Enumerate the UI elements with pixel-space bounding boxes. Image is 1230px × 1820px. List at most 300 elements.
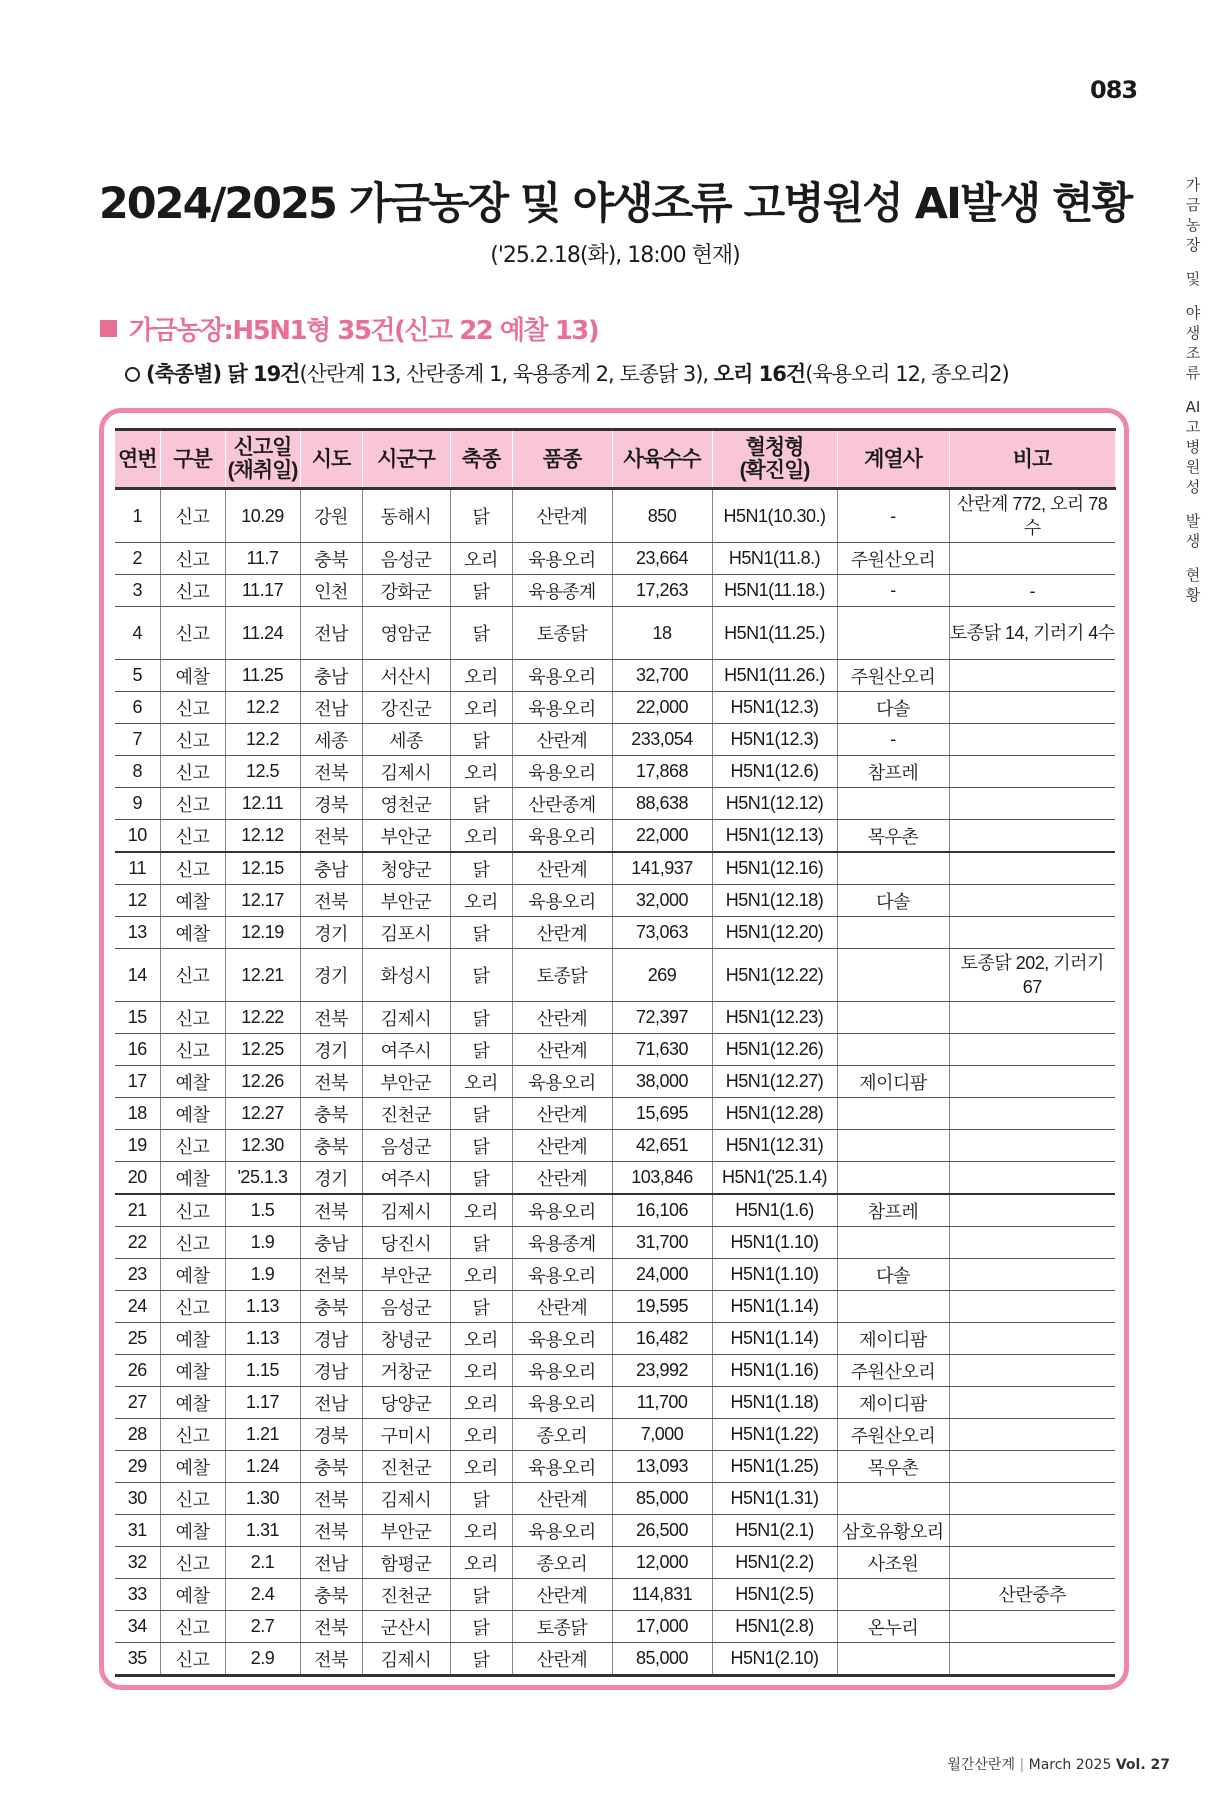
table-cell: 산란계 — [512, 1483, 612, 1515]
table-cell: H5N1('25.1.4) — [712, 1162, 837, 1195]
table-cell — [949, 1291, 1115, 1323]
table-cell: 경북 — [300, 788, 362, 820]
table-cell: 신고 — [160, 1291, 225, 1323]
table-cell — [837, 1130, 949, 1162]
table-cell: 12.21 — [225, 949, 300, 1002]
table-cell: 세종 — [300, 724, 362, 756]
table-cell: 2.7 — [225, 1611, 300, 1643]
table-cell: 닭 — [450, 949, 512, 1002]
table-cell: 신고 — [160, 1483, 225, 1515]
table-cell: 예찰 — [160, 917, 225, 949]
table-row — [115, 489, 1115, 543]
table-row — [115, 1259, 1115, 1291]
table-cell: 21 — [115, 1194, 160, 1227]
table-cell: 예찰 — [160, 1323, 225, 1355]
table-cell: 12.5 — [225, 756, 300, 788]
table-cell: 신고 — [160, 1227, 225, 1259]
table-cell: 29 — [115, 1451, 160, 1483]
table-cell: H5N1(1.25) — [712, 1451, 837, 1483]
side-title-char: 생 — [1185, 532, 1201, 550]
table-cell: 7,000 — [612, 1419, 712, 1451]
table-cell: 예찰 — [160, 885, 225, 917]
table-cell — [837, 1291, 949, 1323]
table-cell: 24 — [115, 1291, 160, 1323]
table-cell: 오리 — [450, 660, 512, 692]
table-cell: 경기 — [300, 1162, 362, 1195]
table-cell: 닭 — [450, 724, 512, 756]
table-cell: 예찰 — [160, 660, 225, 692]
table-cell: 85,000 — [612, 1643, 712, 1676]
summary-chicken-detail: (산란계 13, 산란종계 1, 육용종계 2, 토종닭 3), — [299, 362, 714, 386]
table-cell: 육용오리 — [512, 756, 612, 788]
table-row — [115, 949, 1115, 1002]
table-cell: 육용오리 — [512, 1515, 612, 1547]
table-cell: 청양군 — [362, 852, 450, 885]
side-title-char: AI — [1185, 398, 1201, 416]
table-cell: 산란계 — [512, 1034, 612, 1066]
table-cell: H5N1(2.1) — [712, 1515, 837, 1547]
table-row — [115, 1291, 1115, 1323]
table-cell: 닭 — [450, 1034, 512, 1066]
table-cell: 닭 — [450, 852, 512, 885]
table-cell: 20 — [115, 1162, 160, 1195]
side-title-char — [1178, 383, 1208, 397]
side-title-char: 류 — [1185, 364, 1201, 382]
side-title-char: 생 — [1185, 324, 1201, 342]
table-cell: 예찰 — [160, 1066, 225, 1098]
table-cell — [949, 1259, 1115, 1291]
table-cell: 닭 — [450, 1162, 512, 1195]
table-cell: 산란계 — [512, 1130, 612, 1162]
table-cell: 전남 — [300, 692, 362, 724]
table-row — [115, 1323, 1115, 1355]
table-cell — [949, 1130, 1115, 1162]
species-summary — [125, 358, 1025, 388]
table-cell: 진천군 — [362, 1098, 450, 1130]
column-header — [362, 430, 450, 489]
table-cell: 8 — [115, 756, 160, 788]
table-cell: 18 — [612, 607, 712, 660]
side-title-char: 병 — [1185, 438, 1201, 456]
table-cell — [949, 1355, 1115, 1387]
table-cell: 전북 — [300, 1483, 362, 1515]
table-cell: 17,263 — [612, 575, 712, 607]
table-cell: H5N1(1.6) — [712, 1194, 837, 1227]
table-row — [115, 1515, 1115, 1547]
table-cell: 신고 — [160, 1002, 225, 1034]
square-bullet-icon — [100, 320, 117, 337]
table-cell: 신고 — [160, 692, 225, 724]
table-cell — [949, 1515, 1115, 1547]
table-cell: 육용오리 — [512, 885, 612, 917]
side-title-char: 현 — [1185, 566, 1201, 584]
column-header — [837, 430, 949, 489]
footer-issue: March 2025 — [1028, 1757, 1112, 1773]
summary-chicken-count: (축종별) 닭 19건 — [146, 362, 300, 386]
table-cell: 닭 — [450, 489, 512, 543]
table-cell — [949, 543, 1115, 575]
table-cell: 42,651 — [612, 1130, 712, 1162]
column-header-sublabel: (확진일) — [739, 459, 810, 482]
table-cell: 1.15 — [225, 1355, 300, 1387]
table-cell: 전북 — [300, 1611, 362, 1643]
table-cell: 22 — [115, 1227, 160, 1259]
table-cell: 2.4 — [225, 1579, 300, 1611]
table-cell — [949, 1547, 1115, 1579]
table-cell: 28 — [115, 1419, 160, 1451]
table-cell: 육용오리 — [512, 660, 612, 692]
section-heading — [100, 310, 1000, 347]
table-row — [115, 756, 1115, 788]
table-cell: 6 — [115, 692, 160, 724]
table-row — [115, 1066, 1115, 1098]
table-cell: 참프레 — [837, 1194, 949, 1227]
table-cell — [949, 1387, 1115, 1419]
table-cell: 88,638 — [612, 788, 712, 820]
column-header — [949, 430, 1115, 489]
table-cell: 닭 — [450, 1291, 512, 1323]
side-title-char — [1178, 497, 1208, 511]
table-cell — [837, 949, 949, 1002]
table-row — [115, 660, 1115, 692]
table-cell — [837, 788, 949, 820]
table-cell: 22,000 — [612, 820, 712, 853]
table-cell: 산란중추 — [949, 1579, 1115, 1611]
table-row — [115, 1547, 1115, 1579]
table-cell: 예찰 — [160, 1515, 225, 1547]
table-cell: 전북 — [300, 1066, 362, 1098]
table-cell: 전남 — [300, 1387, 362, 1419]
table-cell: 토종닭 202, 기러기 67 — [949, 949, 1115, 1002]
circle-bullet-icon — [125, 367, 140, 382]
table-cell: 오리 — [450, 1419, 512, 1451]
table-cell: 269 — [612, 949, 712, 1002]
table-cell: 육용오리 — [512, 1259, 612, 1291]
table-cell: 토종닭 14, 기러기 4수 — [949, 607, 1115, 660]
table-cell: 26 — [115, 1355, 160, 1387]
side-title-char: 성 — [1185, 478, 1201, 496]
table-cell: 다솔 — [837, 885, 949, 917]
table-cell: 영천군 — [362, 788, 450, 820]
table-cell: 12.11 — [225, 788, 300, 820]
table-cell — [949, 1034, 1115, 1066]
table-cell: 충북 — [300, 543, 362, 575]
column-header-label: 시군구 — [377, 447, 435, 471]
table-cell: H5N1(1.18) — [712, 1387, 837, 1419]
footer-divider: | — [1019, 1757, 1029, 1773]
table-cell: 2.9 — [225, 1643, 300, 1676]
table-cell: 32,700 — [612, 660, 712, 692]
table-cell: 육용오리 — [512, 692, 612, 724]
table-cell: 신고 — [160, 1643, 225, 1676]
page-number: 083 — [1090, 76, 1138, 104]
table-cell: 3 — [115, 575, 160, 607]
table-cell: 12 — [115, 885, 160, 917]
table-cell: 신고 — [160, 820, 225, 853]
side-title-char: 조 — [1185, 344, 1201, 362]
table-cell: 음성군 — [362, 543, 450, 575]
table-cell: 김제시 — [362, 756, 450, 788]
table-cell: 1 — [115, 489, 160, 543]
table-cell: 35 — [115, 1643, 160, 1676]
table-cell: 거창군 — [362, 1355, 450, 1387]
table-cell: 충북 — [300, 1291, 362, 1323]
table-cell: 18 — [115, 1098, 160, 1130]
table-cell — [949, 1483, 1115, 1515]
table-cell: 진천군 — [362, 1451, 450, 1483]
table-cell: H5N1(12.13) — [712, 820, 837, 853]
table-cell: H5N1(2.5) — [712, 1579, 837, 1611]
table-cell: 강원 — [300, 489, 362, 543]
table-cell: 1.24 — [225, 1451, 300, 1483]
table-row — [115, 1194, 1115, 1227]
table-cell: 진천군 — [362, 1579, 450, 1611]
side-title-char: 금 — [1185, 196, 1201, 214]
table-cell — [949, 724, 1115, 756]
table-cell: 23 — [115, 1259, 160, 1291]
table-cell: 오리 — [450, 1547, 512, 1579]
table-cell: 전북 — [300, 756, 362, 788]
table-row — [115, 1451, 1115, 1483]
table-cell: 종오리 — [512, 1547, 612, 1579]
table-cell: 신고 — [160, 1547, 225, 1579]
side-title-char: 가 — [1185, 176, 1201, 194]
table-cell: 31,700 — [612, 1227, 712, 1259]
table-cell — [949, 692, 1115, 724]
table-cell — [949, 1611, 1115, 1643]
table-row — [115, 1002, 1115, 1034]
table-cell: 신고 — [160, 1194, 225, 1227]
table-cell: H5N1(2.10) — [712, 1643, 837, 1676]
table-cell: '25.1.3 — [225, 1162, 300, 1195]
table-cell — [837, 1483, 949, 1515]
table-cell: 오리 — [450, 820, 512, 853]
table-body — [115, 489, 1115, 1676]
table-cell: 17 — [115, 1066, 160, 1098]
table-cell: 오리 — [450, 543, 512, 575]
table-cell: 신고 — [160, 1419, 225, 1451]
table-cell: 닭 — [450, 1483, 512, 1515]
table-cell: H5N1(11.8.) — [712, 543, 837, 575]
table-cell: H5N1(12.3) — [712, 724, 837, 756]
table-cell: 오리 — [450, 692, 512, 724]
table-cell: 인천 — [300, 575, 362, 607]
table-cell: H5N1(1.14) — [712, 1291, 837, 1323]
table-cell: 부안군 — [362, 1259, 450, 1291]
table-cell: 충남 — [300, 1227, 362, 1259]
table-cell: 오리 — [450, 1515, 512, 1547]
column-header — [512, 430, 612, 489]
table-cell: 17,000 — [612, 1611, 712, 1643]
table-cell: 11,700 — [612, 1387, 712, 1419]
table-cell — [837, 1034, 949, 1066]
table-cell: 1.13 — [225, 1323, 300, 1355]
table-cell: 닭 — [450, 1611, 512, 1643]
table-cell: 군산시 — [362, 1611, 450, 1643]
table-cell: 토종닭 — [512, 1611, 612, 1643]
table-cell: 삼호유황오리 — [837, 1515, 949, 1547]
column-header-label: 축종 — [461, 447, 501, 471]
table-cell: 닭 — [450, 788, 512, 820]
table-cell: 오리 — [450, 1355, 512, 1387]
table-cell: H5N1(12.12) — [712, 788, 837, 820]
table-cell: 12.26 — [225, 1066, 300, 1098]
table-cell: 충남 — [300, 852, 362, 885]
table-cell: 김제시 — [362, 1483, 450, 1515]
table-cell: 12.15 — [225, 852, 300, 885]
column-header-label: 계열사 — [864, 447, 922, 471]
table-cell: H5N1(12.16) — [712, 852, 837, 885]
table-cell: 주원산오리 — [837, 1419, 949, 1451]
table-cell: 육용오리 — [512, 1355, 612, 1387]
table-cell: 김제시 — [362, 1194, 450, 1227]
table-cell: 육용오리 — [512, 543, 612, 575]
table-cell: 예찰 — [160, 1162, 225, 1195]
table-row — [115, 1162, 1115, 1195]
table-cell: 12,000 — [612, 1547, 712, 1579]
table-cell: 당진시 — [362, 1227, 450, 1259]
table-cell: 닭 — [450, 1579, 512, 1611]
table-cell — [949, 1098, 1115, 1130]
table-cell: 신고 — [160, 489, 225, 543]
table-cell — [837, 917, 949, 949]
table-cell: H5N1(12.31) — [712, 1130, 837, 1162]
side-title-char — [1178, 551, 1208, 565]
table-row — [115, 724, 1115, 756]
table-cell: 1.13 — [225, 1291, 300, 1323]
column-header-label: 신고일 — [233, 436, 292, 459]
table-cell: 창녕군 — [362, 1323, 450, 1355]
table-cell — [837, 1643, 949, 1676]
table-cell: 영암군 — [362, 607, 450, 660]
table-cell: 목우촌 — [837, 820, 949, 853]
table-cell: 12.22 — [225, 1002, 300, 1034]
table-cell: 육용오리 — [512, 1066, 612, 1098]
table-cell — [837, 607, 949, 660]
table-row — [115, 1611, 1115, 1643]
table-cell: 목우촌 — [837, 1451, 949, 1483]
side-title-char: 및 — [1185, 270, 1201, 288]
table-cell: 전남 — [300, 1547, 362, 1579]
table-cell: 신고 — [160, 949, 225, 1002]
table-cell: 15,695 — [612, 1098, 712, 1130]
table-cell: 오리 — [450, 1194, 512, 1227]
table-cell: 경남 — [300, 1323, 362, 1355]
table-cell: 산란계 — [512, 852, 612, 885]
column-header-label: 비고 — [1012, 447, 1052, 471]
table-cell: 12.2 — [225, 692, 300, 724]
table-cell: 산란계 — [512, 1162, 612, 1195]
section-heading-text: 가금농장:H5N1형 35건(신고 22 예찰 13) — [129, 316, 599, 346]
table-cell: 주원산오리 — [837, 660, 949, 692]
table-cell: H5N1(12.23) — [712, 1002, 837, 1034]
table-cell: 닭 — [450, 575, 512, 607]
table-cell: 부안군 — [362, 1066, 450, 1098]
table-cell: 서산시 — [362, 660, 450, 692]
table-cell: 11.24 — [225, 607, 300, 660]
table-cell — [949, 1227, 1115, 1259]
table-cell: 닭 — [450, 1002, 512, 1034]
table-cell: 71,630 — [612, 1034, 712, 1066]
table-cell: 충북 — [300, 1451, 362, 1483]
table-cell: 오리 — [450, 1259, 512, 1291]
table-cell: 오리 — [450, 1387, 512, 1419]
table-cell: 육용오리 — [512, 820, 612, 853]
table-cell: 전북 — [300, 1259, 362, 1291]
table-cell: 141,937 — [612, 852, 712, 885]
table-cell: 산란종계 — [512, 788, 612, 820]
table-cell: 닭 — [450, 607, 512, 660]
table-cell: 닭 — [450, 1227, 512, 1259]
table-cell: 32,000 — [612, 885, 712, 917]
table-cell: 2 — [115, 543, 160, 575]
column-header-sublabel: (채취일) — [227, 459, 298, 482]
side-title-char: 황 — [1185, 586, 1201, 604]
table-cell: H5N1(12.27) — [712, 1066, 837, 1098]
table-cell: 산란계 — [512, 489, 612, 543]
table-cell — [949, 1419, 1115, 1451]
table-cell: 경북 — [300, 1419, 362, 1451]
table-cell: 충북 — [300, 1130, 362, 1162]
table-cell: 신고 — [160, 543, 225, 575]
table-cell: 닭 — [450, 1643, 512, 1676]
table-cell: 예찰 — [160, 1451, 225, 1483]
table-cell: 산란계 — [512, 1291, 612, 1323]
table-cell: 부안군 — [362, 820, 450, 853]
table-cell: 예찰 — [160, 1387, 225, 1419]
table-cell: 16 — [115, 1034, 160, 1066]
table-cell — [949, 1002, 1115, 1034]
table-cell: 32 — [115, 1547, 160, 1579]
table-cell: 강진군 — [362, 692, 450, 724]
table-row — [115, 1227, 1115, 1259]
table-cell — [949, 885, 1115, 917]
column-header — [450, 430, 512, 489]
table-row — [115, 1483, 1115, 1515]
table-cell: 닭 — [450, 1130, 512, 1162]
table-cell: H5N1(10.30.) — [712, 489, 837, 543]
column-header-label: 연번 — [117, 447, 157, 471]
table-cell: 전남 — [300, 607, 362, 660]
table-row — [115, 1130, 1115, 1162]
table-cell: 11.7 — [225, 543, 300, 575]
table-cell: H5N1(1.22) — [712, 1419, 837, 1451]
table-cell: 주원산오리 — [837, 1355, 949, 1387]
table-cell: H5N1(2.8) — [712, 1611, 837, 1643]
table-cell: 19 — [115, 1130, 160, 1162]
column-header-label: 품종 — [542, 447, 582, 471]
table-cell: 육용오리 — [512, 1323, 612, 1355]
table-cell: 산란계 — [512, 1002, 612, 1034]
table-cell: 신고 — [160, 788, 225, 820]
table-cell: 12.30 — [225, 1130, 300, 1162]
table-cell: H5N1(1.14) — [712, 1323, 837, 1355]
table-cell: H5N1(12.6) — [712, 756, 837, 788]
side-title-char: 농 — [1185, 216, 1201, 234]
table-cell: 전북 — [300, 1002, 362, 1034]
table-cell — [949, 1162, 1115, 1195]
table-cell: 토종닭 — [512, 607, 612, 660]
table-cell: 전북 — [300, 885, 362, 917]
column-header — [225, 430, 300, 489]
table-cell: 신고 — [160, 852, 225, 885]
table-cell: H5N1(12.26) — [712, 1034, 837, 1066]
side-title-char — [1178, 289, 1208, 303]
table-cell: 동해시 — [362, 489, 450, 543]
side-title-char: 발 — [1185, 512, 1201, 530]
table-header-row — [115, 430, 1115, 489]
table-cell: 예찰 — [160, 1098, 225, 1130]
